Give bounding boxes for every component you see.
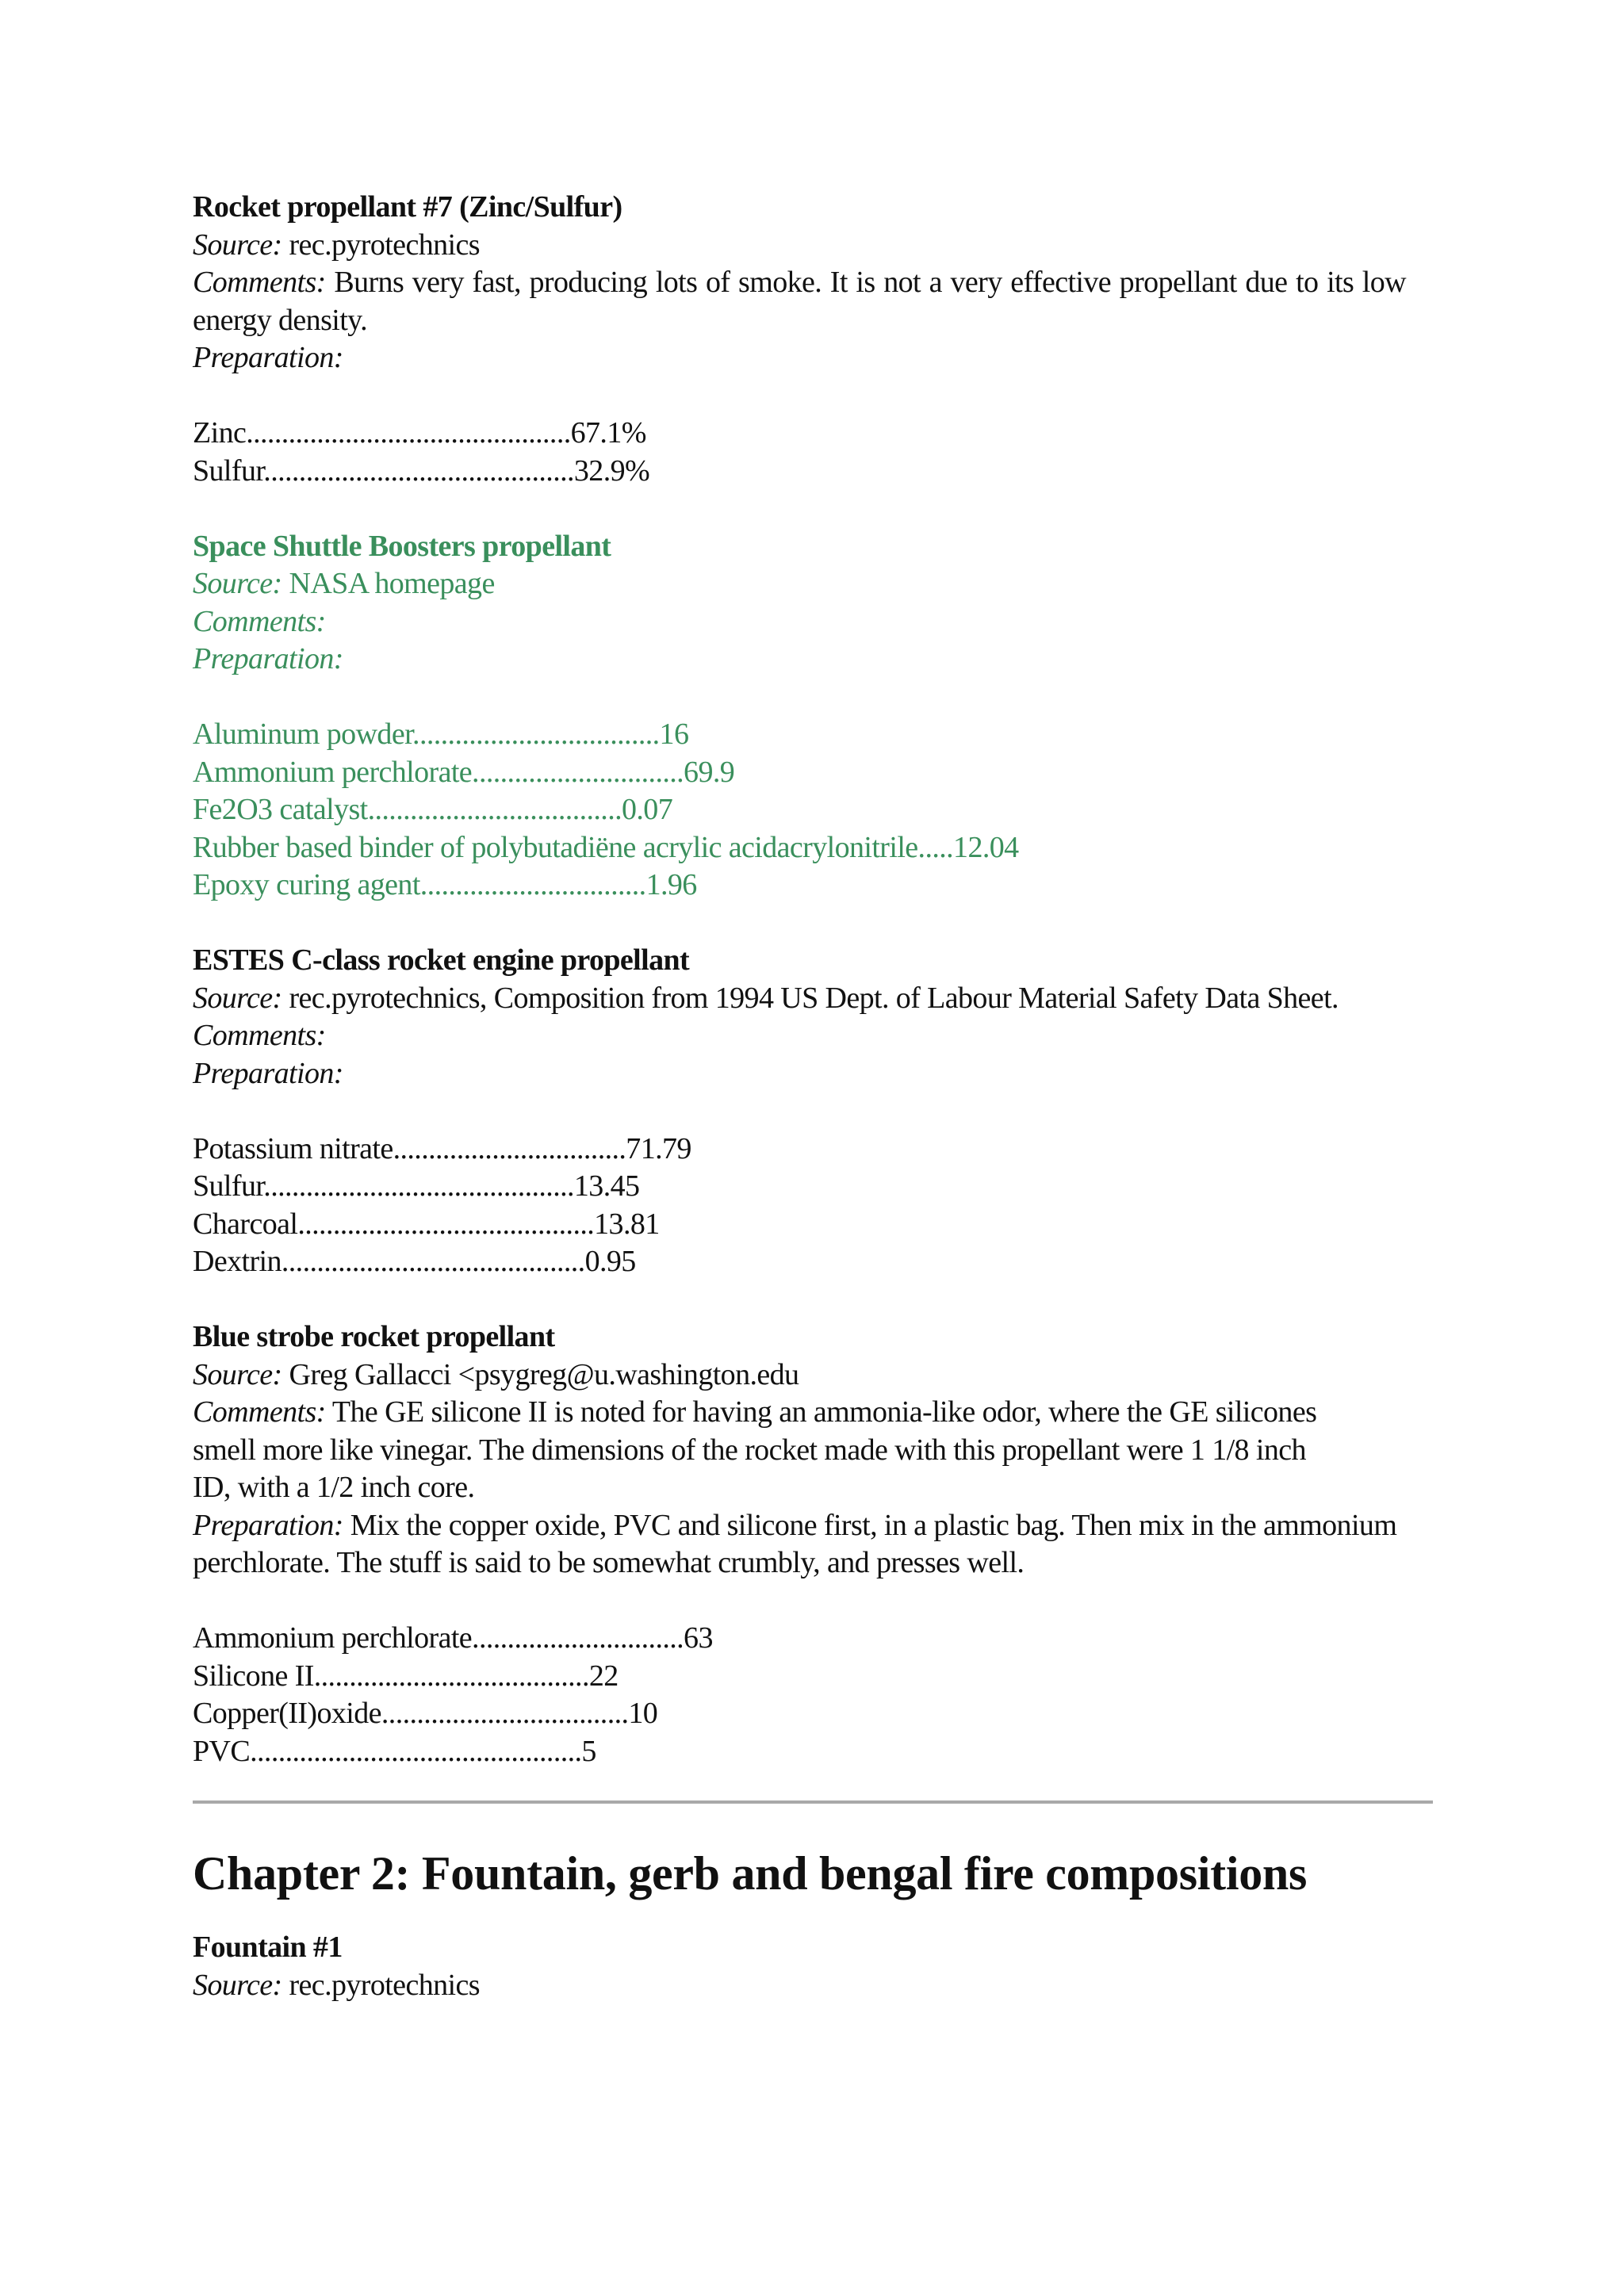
source-value: rec.pyrotechnics — [289, 228, 480, 262]
ingredient-line: Charcoal..........................................13.81 — [193, 1207, 660, 1241]
source-label: Source: — [193, 567, 282, 600]
source-label: Source: — [193, 1357, 282, 1391]
comments-label: Comments: — [193, 1395, 326, 1429]
recipe-section — [193, 189, 1430, 528]
comments-value: The GE silicone II is noted for having an ammonia-like odor, where the GE silicones smell more like vinegar. The dimensions of the rocket made with this propellant were 1 1/8 inch ID, with a 1/2 inch core. — [193, 1395, 1317, 1504]
recipe-title: Space Shuttle Boosters propellant — [193, 529, 611, 563]
source-value: Greg Gallacci <psygreg@u.washington.edu — [289, 1357, 799, 1391]
source-label: Source: — [193, 981, 282, 1015]
recipe-section-highlighted — [193, 528, 1430, 943]
comments-value: Burns very fast, producing lots of smoke. It is not a very effective propellant due to its low energy density. — [193, 266, 1406, 337]
horizontal-rule — [193, 1800, 1433, 1804]
ingredient-line: Epoxy curing agent................................1.96 — [193, 868, 697, 901]
recipe-title: Blue strobe rocket propellant — [193, 1320, 555, 1353]
recipe-section — [193, 1929, 1430, 2004]
ingredient-line: Sulfur............................................13.45 — [193, 1169, 640, 1203]
ingredient-line: Potassium nitrate.................................71.79 — [193, 1131, 691, 1165]
ingredient-line: Dextrin...........................................0.95 — [193, 1245, 636, 1278]
preparation-value: Mix the copper oxide, PVC and silicone first, in a plastic bag. Then mix in the ammonium perchlorate. The stuff is said to be somewhat crumbly, and presses well. — [193, 1508, 1397, 1579]
recipe-title: Fountain #1 — [193, 1931, 343, 1964]
ingredient-line: Ammonium perchlorate..............................69.9 — [193, 755, 735, 789]
preparation-label: Preparation: — [193, 1056, 343, 1090]
preparation-label: Preparation: — [193, 1508, 343, 1542]
ingredient-line: Zinc..............................................67.1% — [193, 416, 646, 450]
ingredient-line: Silicone II.......................................22 — [193, 1659, 619, 1693]
recipe-title: ESTES C-class rocket engine propellant — [193, 943, 690, 977]
source-value: rec.pyrotechnics, Composition from 1994 US Dept. of Labour Material Safety Data Sheet. — [289, 981, 1339, 1015]
ingredient-line: Copper(II)oxide...................................10 — [193, 1697, 658, 1730]
comments-label: Comments: — [193, 266, 326, 299]
source-label: Source: — [193, 228, 282, 262]
document-page — [193, 189, 1430, 2004]
ingredient-line: Ammonium perchlorate..............................63 — [193, 1621, 713, 1655]
ingredient-line: Aluminum powder...................................16 — [193, 718, 689, 751]
recipe-section — [193, 942, 1430, 1318]
source-value: rec.pyrotechnics — [289, 1968, 480, 2002]
recipe-section — [193, 1318, 1430, 1770]
recipe-title: Rocket propellant #7 (Zinc/Sulfur) — [193, 190, 622, 224]
preparation-label: Preparation: — [193, 642, 343, 675]
preparation-label: Preparation: — [193, 341, 343, 374]
ingredient-line: Sulfur............................................32.9% — [193, 453, 650, 488]
source-label: Source: — [193, 1968, 282, 2002]
ingredient-line: Rubber based binder of polybutadiëne acrylic acidacrylonitrile.....12.04 — [193, 830, 1019, 864]
ingredient-line: Fe2O3 catalyst....................................0.07 — [193, 793, 673, 826]
ingredient-line: PVC...............................................5 — [193, 1734, 596, 1768]
comments-label: Comments: — [193, 604, 326, 638]
chapter-heading: Chapter 2: Fountain, gerb and bengal fire compositions — [193, 1847, 1308, 1900]
source-value: NASA homepage — [289, 567, 495, 600]
comments-label: Comments: — [193, 1019, 326, 1052]
